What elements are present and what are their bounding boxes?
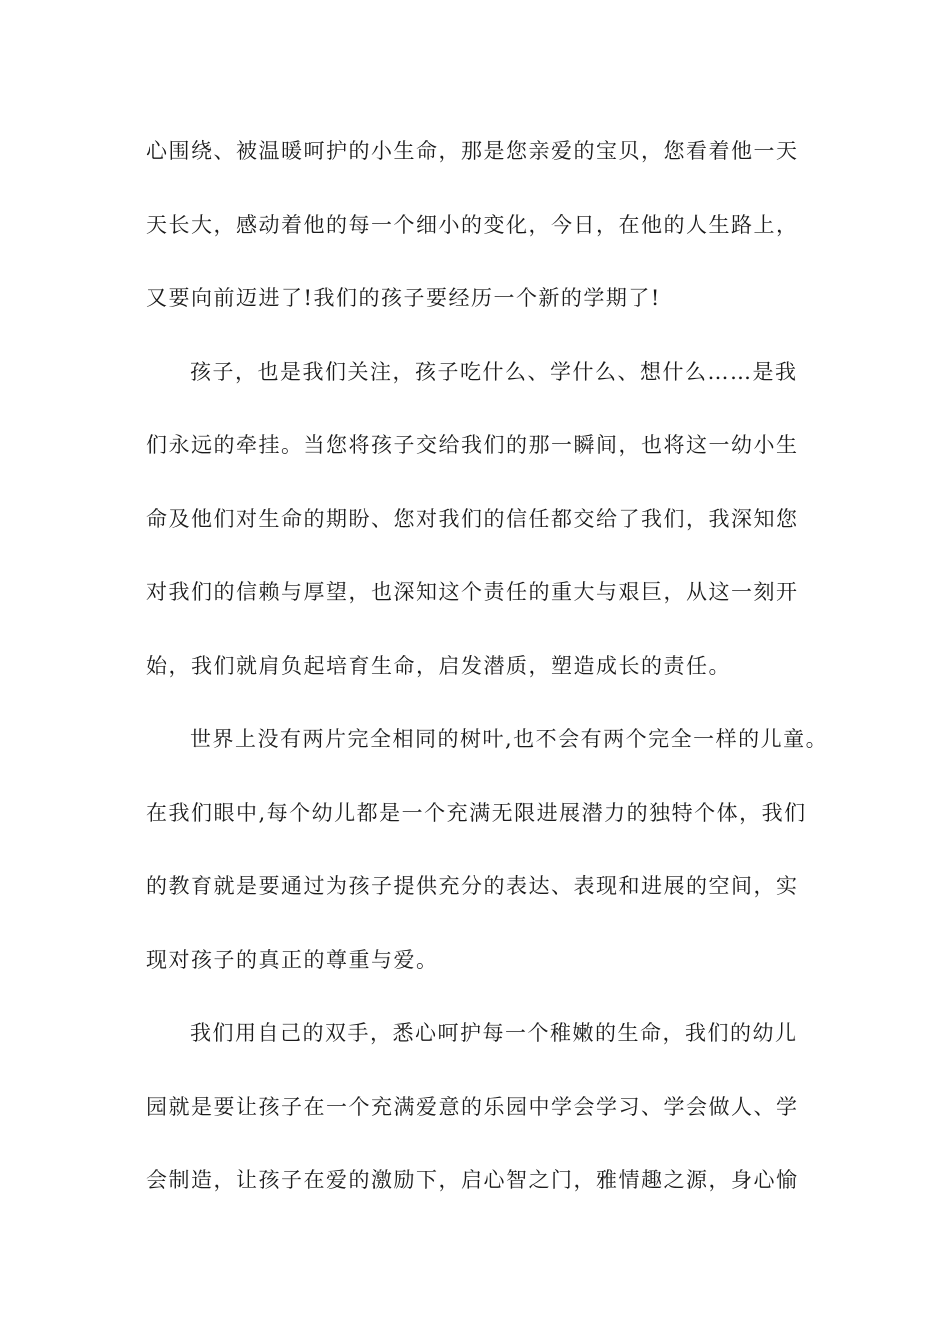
text-line: 园就是要让孩子在一个充满爱意的乐园中学会学习、学会做人、学 [146, 1094, 799, 1119]
text-line: 的教育就是要通过为孩子提供充分的表达、表现和进展的空间，实 [146, 874, 799, 898]
text-line: 又要向前迈进了!我们的孩子要经历一个新的学期了! [146, 286, 661, 310]
text-line: 会制造，让孩子在爱的激励下，启心智之门，雅情趣之源，身心愉 [146, 1168, 799, 1192]
text-line: 孩子，也是我们关注，孩子吃什么、学什么、想什么……是我 [190, 359, 798, 384]
text-line: 我们用自己的双手，悉心呵护每一个稚嫩的生命，我们的幼儿 [190, 1021, 798, 1045]
text-line: 天长大，感动着他的每一个细小的变化，今日，在他的人生路上， [146, 212, 799, 237]
text-line: 心围绕、被温暖呵护的小生命，那是您亲爱的宝贝，您看着他一天 [146, 139, 799, 163]
text-line: 命及他们对生命的期盼、您对我们的信任都交给了我们，我深知您 [146, 506, 799, 531]
text-line: 现对孩子的真正的尊重与爱。 [146, 947, 439, 972]
text-line: 在我们眼中,每个幼儿都是一个充满无限进展潜力的独特个体，我们 [146, 800, 807, 825]
text-line: 世界上没有两片完全相同的树叶,也不会有两个完全一样的儿童。 [190, 727, 829, 751]
text-line: 始，我们就肩负起培育生命，启发潜质，塑造成长的责任。 [146, 653, 731, 678]
text-line: 们永远的牵挂。当您将孩子交给我们的那一瞬间，也将这一幼小生 [146, 433, 799, 457]
text-line: 对我们的信赖与厚望，也深知这个责任的重大与艰巨，从这一刻开 [146, 580, 799, 604]
body-text [146, 131, 846, 1234]
